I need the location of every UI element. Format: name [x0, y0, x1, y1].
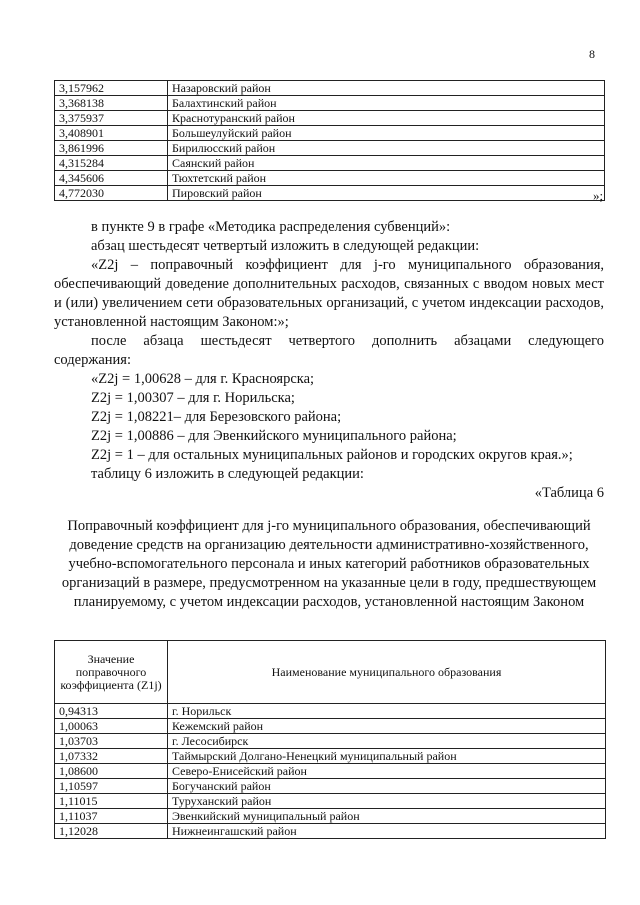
paragraph-instruction: абзац шестьдесят четвертый изложить в следующей редакции:	[91, 238, 480, 254]
top-coefficient-table	[54, 80, 605, 201]
coefficient-value: 4,772030	[55, 186, 168, 201]
paragraph-item-9: в пункте 9 в графе «Методика распределения субвенций»:	[91, 219, 451, 235]
coefficient-value: 1,07332	[55, 749, 168, 764]
table-row	[55, 96, 605, 111]
coefficient-value: 4,315284	[55, 156, 168, 171]
table-caption: Поправочный коэффициент для j-го муниципального образования, обеспечивающий доведение средств на организацию деятельности административно-хозяйственного, учебно-вспомогательного персонала и иных категорий работников образовательных организаций в размере, предусмотренном на указанные цели в году, предшествующем планируемому, с учетом индексации расходов, установленной настоящим Законом	[61, 518, 597, 610]
coefficient-value: 3,368138	[55, 96, 168, 111]
municipality-name: Краснотуранский район	[168, 111, 605, 126]
municipality-name: Нижнеингашский район	[168, 824, 606, 839]
municipality-name: Назаровский район	[168, 81, 605, 96]
formula-evenki: Z2j = 1,00886 – для Эвенкийского муниципального района;	[91, 428, 457, 444]
coefficient-value: 4,345606	[55, 171, 168, 186]
municipality-name: Кежемский район	[168, 719, 606, 734]
amendment-text	[54, 218, 604, 503]
closing-quote-mark: »;	[593, 188, 604, 203]
municipality-name: Эвенкийский муниципальный район	[168, 809, 606, 824]
municipality-name: г. Норильск	[168, 704, 606, 719]
table-row	[55, 704, 606, 719]
header-municipality: Наименование муниципального образования	[168, 641, 606, 704]
coefficient-value: 1,12028	[55, 824, 168, 839]
table-row	[55, 809, 606, 824]
table-row	[55, 824, 606, 839]
coefficient-value: 3,861996	[55, 141, 168, 156]
municipality-name: Северо-Енисейский район	[168, 764, 606, 779]
coefficient-value: 0,94313	[55, 704, 168, 719]
municipality-name: Большеулуйский район	[168, 126, 605, 141]
formula-krasnoyarsk: «Z2j = 1,00628 – для г. Красноярска;	[91, 371, 315, 387]
formula-berezovsky: Z2j = 1,08221– для Березовского района;	[91, 409, 342, 425]
coefficient-value: 1,03703	[55, 734, 168, 749]
table-row	[55, 734, 606, 749]
municipality-name: Богучанский район	[168, 779, 606, 794]
coefficient-value: 1,08600	[55, 764, 168, 779]
table-6-body	[55, 641, 606, 839]
municipality-name: Балахтинский район	[168, 96, 605, 111]
header-coefficient: Значение поправочного коэффициента (Z1j)	[55, 641, 168, 704]
table-row	[55, 749, 606, 764]
municipality-name: Туруханский район	[168, 794, 606, 809]
top-table-body	[55, 81, 605, 201]
table-row	[55, 126, 605, 141]
table-header-row	[55, 641, 606, 704]
table-row	[55, 719, 606, 734]
municipality-name: Тюхтетский район	[168, 171, 605, 186]
municipality-name: г. Лесосибирск	[168, 734, 606, 749]
table-row	[55, 171, 605, 186]
table-row	[55, 794, 606, 809]
table-row	[55, 779, 606, 794]
table-6-label: «Таблица 6	[534, 485, 604, 501]
coefficient-value: 1,11015	[55, 794, 168, 809]
formula-norilsk: Z2j = 1,00307 – для г. Норильска;	[91, 390, 295, 406]
coefficient-value: 1,11037	[55, 809, 168, 824]
table-row	[55, 81, 605, 96]
coefficient-value: 1,10597	[55, 779, 168, 794]
paragraph-z2j-definition: «Z2j – поправочный коэффициент для j-го муниципального образования, обеспечивающий доведение дополнительных расходов, связанных с вводом новых мест и (или) увеличением сети образовательных организаций, с учетом индексации расходов, установленной настоящим Законом:»;	[54, 257, 604, 330]
paragraph-table6-instruction: таблицу 6 изложить в следующей редакции:	[91, 466, 364, 482]
municipality-name: Бирилюсский район	[168, 141, 605, 156]
table-6	[54, 640, 606, 839]
coefficient-value: 3,157962	[55, 81, 168, 96]
municipality-name: Таймырский Долгано-Ненецкий муниципальный район	[168, 749, 606, 764]
table-row	[55, 141, 605, 156]
municipality-name: Пировский район	[168, 186, 605, 201]
municipality-name: Саянский район	[168, 156, 605, 171]
paragraph-addition-instruction: после абзаца шестьдесят четвертого дополнить абзацами следующего содержания:	[54, 333, 604, 368]
formula-other: Z2j = 1 – для остальных муниципальных районов и городских округов края.»;	[91, 447, 573, 463]
table-row	[55, 111, 605, 126]
table-row	[55, 186, 605, 201]
coefficient-value: 1,00063	[55, 719, 168, 734]
table-row	[55, 764, 606, 779]
coefficient-value: 3,408901	[55, 126, 168, 141]
table-row	[55, 156, 605, 171]
page-number: 8	[589, 47, 595, 61]
coefficient-value: 3,375937	[55, 111, 168, 126]
